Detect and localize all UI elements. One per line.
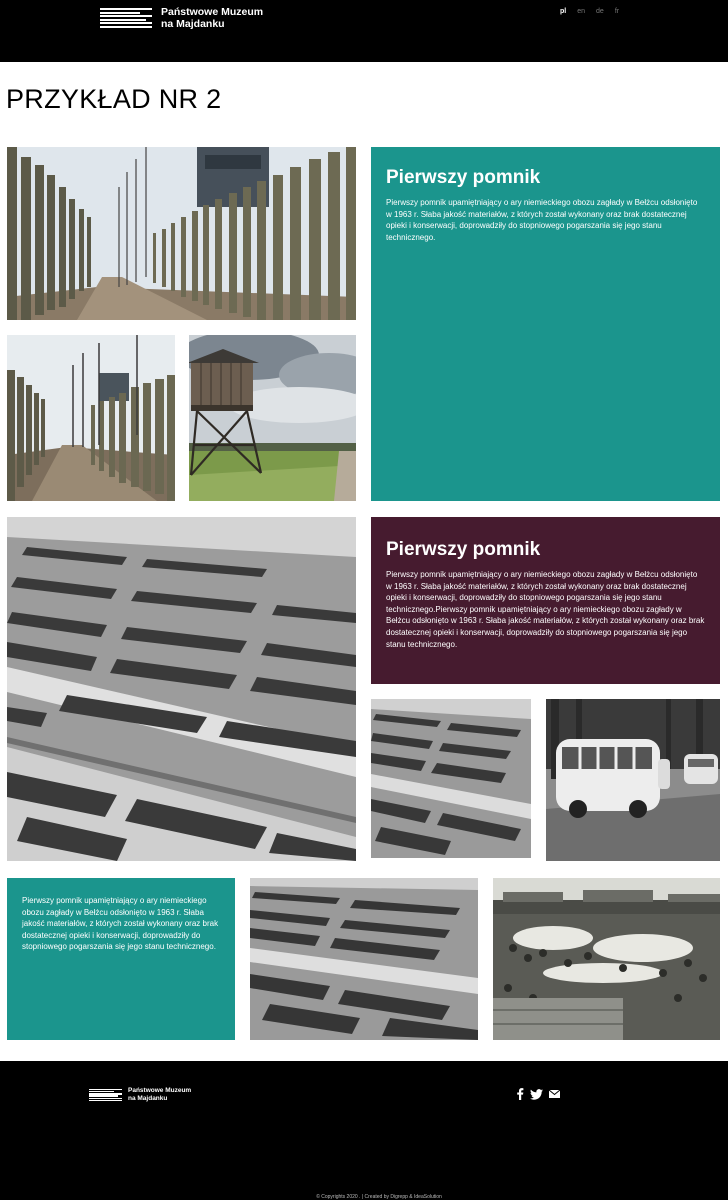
footer-logo[interactable] [89,1087,191,1103]
lang-pl[interactable]: pl [560,8,567,15]
photo-fence-small[interactable] [7,335,175,501]
logo-stripes-icon [100,8,152,28]
plum-card-title: Pierwszy pomnik [386,539,541,560]
social-links [516,1088,560,1100]
logo-text [161,6,263,30]
teal-text-card-text: Pierwszy pomnik upamiętniający o ary niemieckiego obozu zagłady w Bełżcu odsłonięto w 1963 r. Słaba jakość materiałów, z których został wykonany oraz brak dostatecznej opieki i konserwacji, doprowadziły do stopniowego pogarszania się jego stanu technicznego. [22,896,219,952]
lang-de[interactable]: de [596,8,604,15]
photo-watchtower[interactable] [189,335,356,501]
footer-logo-line-2: na Majdanku [128,1095,168,1102]
footer-logo-text [128,1087,191,1103]
footer-logo-stripes-icon [89,1089,122,1102]
photo-white-bus[interactable] [546,699,720,861]
photo-fence-corridor[interactable] [7,147,356,320]
plum-info-card [371,517,720,684]
lang-fr[interactable]: fr [614,8,620,15]
photo-crowd[interactable] [493,878,720,1040]
photo-aerial-barracks-large[interactable] [7,517,356,861]
photo-aerial-barracks-small[interactable] [371,699,531,858]
site-footer [0,1061,728,1200]
logo-line-2: na Majdanku [161,18,225,30]
teal-card-title: Pierwszy pomnik [386,167,541,188]
plum-card-text: Pierwszy pomnik upamiętniający o ary niemieckiego obozu zagłady w Bełżcu odsłonięto w 1963 r. Słaba jakość materiałów, z których został wykonany oraz brak dostatecznej opieki i konserwacji, doprowadziły do stopniowego pogarszania się jego stanu technicznego.Pierwszy pomnik upamiętniający o ary niemieckiego obozu zagłady w Bełżcu odsłonięto w 1963 r. Słaba jakość materiałów, z których został wykonany oraz brak dostatecznej opieki i konserwacji, doprowadziły do stopniowego pogarszania się jego stanu technicznego. [386,570,705,649]
mail-icon[interactable] [549,1090,560,1098]
twitter-icon[interactable] [530,1089,543,1100]
teal-info-card [371,147,720,501]
copyright-text: © Copyrights 2020 . | Created by Digrepp & IdeaSolution [316,1194,442,1200]
museum-logo[interactable] [100,6,263,30]
facebook-icon[interactable] [516,1088,524,1100]
teal-card-text: Pierwszy pomnik upamiętniający o ary niemieckiego obozu zagłady w Bełżcu odsłonięto w 1963 r. Słaba jakość materiałów, z których został wykonany oraz brak dostatecznej opieki i konserwacji, doprowadziły do stopniowego pogarszania się jego stanu technicznego. [386,198,698,242]
photo-aerial-barracks-bottom[interactable] [250,878,478,1040]
lang-en[interactable]: en [577,8,586,15]
page-title: PRZYKŁAD NR 2 [6,84,222,114]
teal-text-card [7,878,235,1040]
footer-logo-line-1: Państwowe Muzeum [128,1087,192,1094]
language-switcher [560,8,619,15]
logo-line-1: Państwowe Muzeum [161,6,264,18]
site-header [0,0,728,62]
